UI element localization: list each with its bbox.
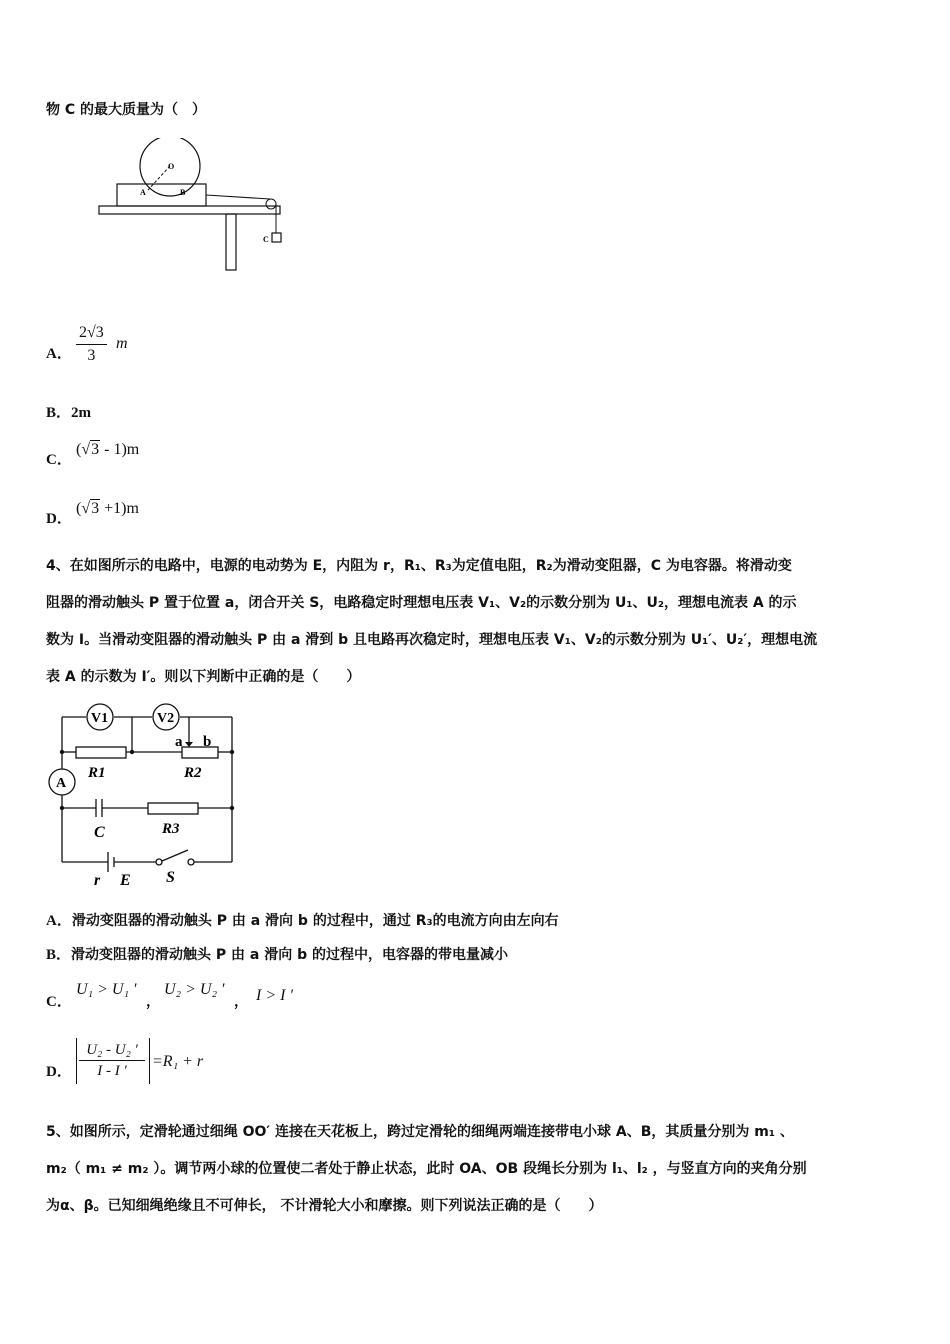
q4-stem-line3: 数为 I。当滑动变阻器的滑动触头 P 由 a 滑到 b 且电路再次稳定时，理想电压表 V₁、V₂的示数分别为 U₁′、U₂′，理想电流 bbox=[46, 632, 818, 648]
q4-stem-line4: 表 A 的示数为 I′。则以下判断中正确的是（ ） bbox=[46, 669, 361, 685]
q3-stem-tail: 物 C 的最大质量为（ ） bbox=[46, 102, 207, 118]
q4-option-a-label: A． bbox=[46, 913, 72, 929]
q4-option-c-expr3: I > I ′ bbox=[256, 987, 293, 1004]
q4-option-c-expr2: U₂ > U₂ ′ bbox=[164, 981, 225, 998]
q3-figure bbox=[90, 138, 290, 274]
q4-fig-r3: R3 bbox=[162, 821, 180, 837]
q4-option-d-fraction bbox=[79, 1040, 145, 1081]
q3-option-c-post: - 1)m bbox=[100, 441, 140, 458]
q3-option-d-post: +1)m bbox=[100, 500, 139, 517]
q3-option-a-numerator: 2√3 bbox=[76, 322, 107, 345]
q5-stem bbox=[46, 1114, 908, 1225]
q4-option-b bbox=[46, 945, 508, 965]
q4-fig-s: S bbox=[166, 869, 175, 886]
q3-option-a bbox=[46, 322, 128, 374]
q3-option-b-text: 2m bbox=[71, 405, 92, 421]
q4-option-c-label: C． bbox=[46, 994, 72, 1010]
q4-fig-b: b bbox=[203, 734, 212, 750]
q4-fig-c: C bbox=[94, 824, 105, 841]
q4-fig-v2: V2 bbox=[157, 711, 175, 726]
q4-stem bbox=[46, 548, 908, 696]
q4-option-d bbox=[46, 1036, 204, 1088]
q4-option-c bbox=[46, 980, 293, 1014]
q3-option-d-pre: ( bbox=[76, 500, 82, 517]
q4-option-d-abs bbox=[76, 1038, 150, 1084]
q4-circuit-figure bbox=[44, 700, 240, 890]
q4-option-b-text: 滑动变阻器的滑动触头 P 由 a 滑向 b 的过程中，电容器的带电量减小 bbox=[71, 947, 508, 963]
q5-stem-line2: m₂（ m₁ ≠ m₂ ）。调节两小球的位置使二者处于静止状态，此时 OA、OB 段绳长分别为 l₁、l₂ ，与竖直方向的夹角分别 bbox=[46, 1161, 807, 1177]
q3-option-c-pre: ( bbox=[76, 441, 82, 458]
q4-fig-a: a bbox=[175, 734, 183, 750]
q4-option-d-denominator: I - I ′ bbox=[97, 1063, 127, 1079]
q4-fig-r2: R2 bbox=[184, 765, 202, 781]
q3-fig-label-b: B bbox=[180, 188, 186, 197]
q4-stem-line2: 阻器的滑动触头 P 置于位置 a，闭合开关 S，电路稳定时理想电压表 V₁、V₂的示数分别为 U₁、U₂，理想电流表 A 的示 bbox=[46, 595, 797, 611]
q4-stem-line1: 4、在如图所示的电路中，电源的电动势为 E，内阻为 r，R₁、R₃为定值电阻，R₂为滑动变阻器，C 为电容器。将滑动变 bbox=[46, 558, 792, 574]
q4-option-a-text: 滑动变阻器的滑动触头 P 由 a 滑向 b 的过程中，通过 R₃的电流方向由左向右 bbox=[71, 913, 559, 929]
q5-stem-line3: 为α、β。已知细绳绝缘且不可伸长， 不计滑轮大小和摩擦。则下列说法正确的是（ ） bbox=[46, 1198, 603, 1214]
q3-option-a-label: A． bbox=[46, 346, 72, 362]
q3-option-a-denominator: 3 bbox=[87, 347, 96, 364]
q3-option-a-fraction bbox=[76, 322, 107, 367]
q3-option-c bbox=[46, 440, 140, 470]
q3-fig-label-a: A bbox=[140, 188, 146, 197]
q4-option-d-rhs: =R₁ + r bbox=[152, 1053, 204, 1070]
q3-option-c-label: C． bbox=[46, 452, 72, 468]
q3-option-b bbox=[46, 403, 91, 423]
q4-option-a bbox=[46, 911, 559, 931]
q4-fig-e: E bbox=[120, 872, 131, 889]
q4-option-d-numerator: U₂ - U₂ ′ bbox=[79, 1040, 145, 1061]
q4-option-d-label: D． bbox=[46, 1064, 72, 1080]
q4-fig-ammeter: A bbox=[56, 776, 67, 791]
q3-option-d-expr: (√3 +1)m bbox=[76, 500, 139, 517]
q3-fig-label-c: C bbox=[263, 235, 269, 244]
q4-fig-r1: R1 bbox=[88, 765, 106, 781]
q5-stem-line1: 5、如图所示，定滑轮通过细绳 OO′ 连接在天花板上，跨过定滑轮的细绳两端连接带电小球 A、B，其质量分别为 m₁ 、 bbox=[46, 1124, 794, 1140]
q4-fig-v1: V1 bbox=[91, 711, 109, 726]
q3-option-d-sqrt: 3 bbox=[91, 500, 100, 517]
q3-option-b-label: B． bbox=[46, 405, 72, 421]
q4-option-c-sep1: ， bbox=[146, 994, 160, 1010]
q4-option-c-sep2: ， bbox=[234, 994, 248, 1010]
q4-option-c-expr1: U₁ > U₁ ′ bbox=[76, 981, 137, 998]
q4-fig-r: r bbox=[94, 872, 101, 889]
q3-option-c-expr: (√3 - 1)m bbox=[76, 441, 140, 458]
q3-fig-label-o: O bbox=[168, 162, 175, 171]
q3-option-d-label: D． bbox=[46, 511, 72, 527]
q4-option-b-label: B． bbox=[46, 947, 72, 963]
q3-option-c-sqrt: 3 bbox=[91, 441, 100, 458]
q3-option-a-var: m bbox=[116, 335, 128, 352]
q3-option-d bbox=[46, 499, 139, 529]
